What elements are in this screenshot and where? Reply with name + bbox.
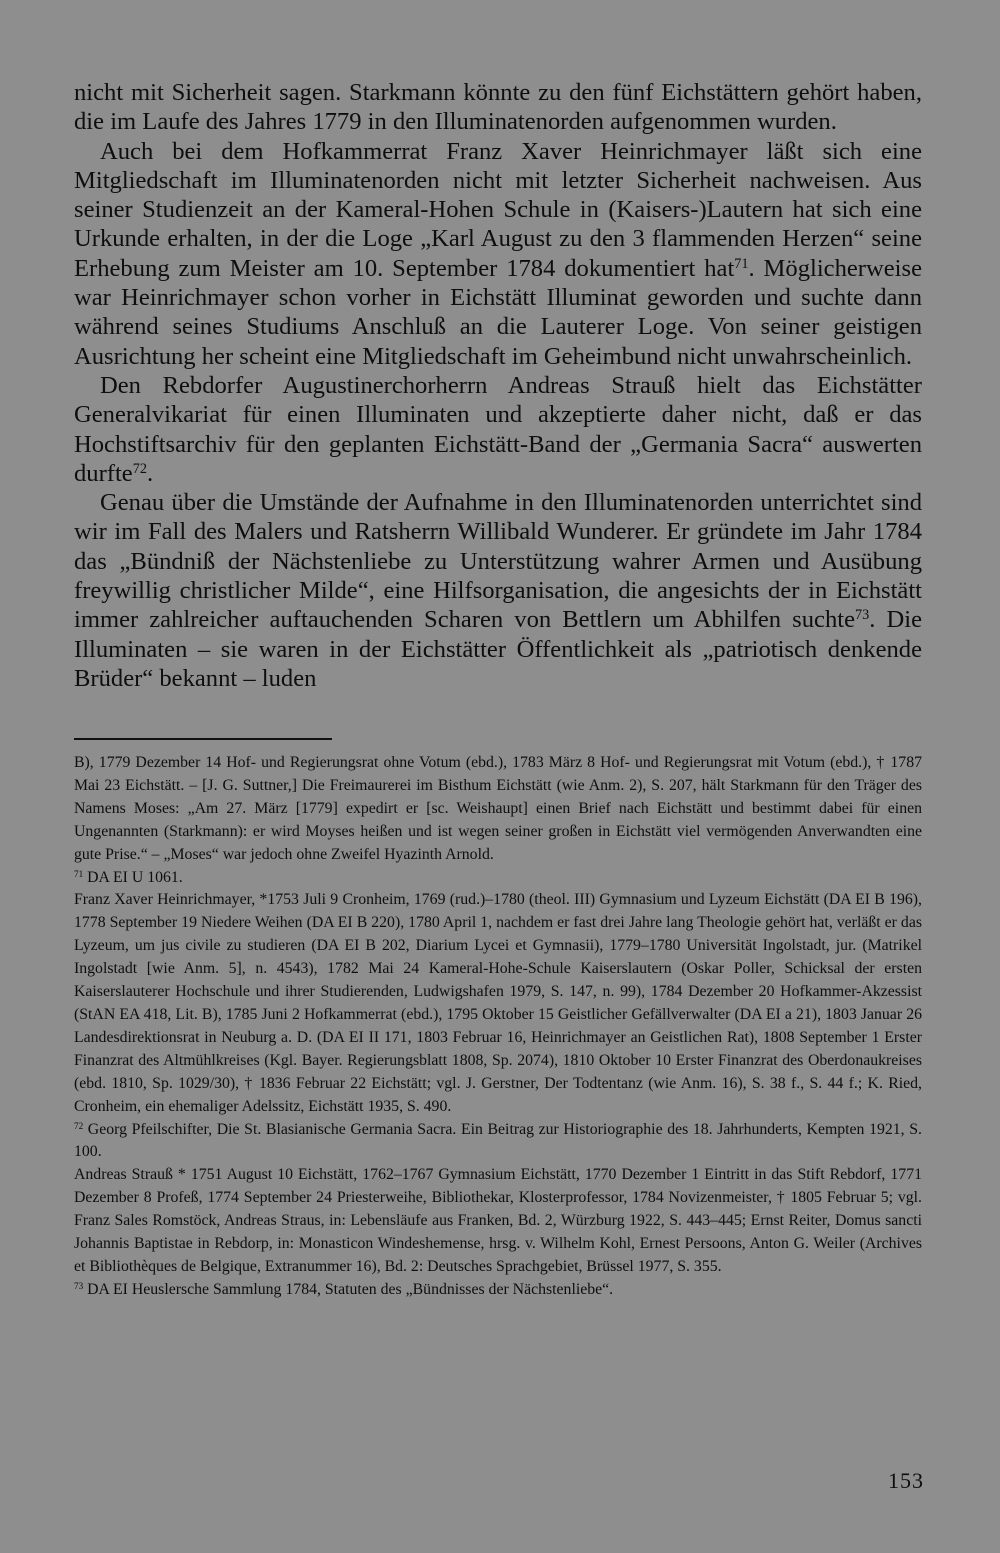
footnote-text: DA EI U 1061. <box>83 868 183 886</box>
footnote-ref: 71 <box>734 255 749 272</box>
paragraph-text: Genau über die Umstände der Aufnahme in den Illuminatenorden unterrichtet sind wir im Fall des Malers und Ratsherrn Willibald Wunderer. Er gründete im Jahr 1784 das „Bündniß der Nächstenliebe zu Unterstützung wahrer Armen und Ausübung freywillig christlicher Milde“, eine Hilfsorganisation, die angesichts der in Eichstätt immer zahlreicher auftauchenden Scharen von Bettlern um Abhilfen suchte <box>74 489 922 634</box>
footnote: Andreas Strauß * 1751 August 10 Eichstätt, 1762–1767 Gymnasium Eichstätt, 1770 Dezember 1 Eintritt in das Stift Rebdorf, 1771 Dezember 8 Profeß, 1774 September 24 Priesterweihe, Bibliothekar, Klosterprofessor, 1784 Novizenmeister, † 1805 Februar 5; vgl. Franz Sales Romstöck, Andreas Straus, in: Lebensläufe aus Franken, Bd. 2, Würzburg 1922, S. 443–445; Ernst Reiter, Domus sancti Johannis Baptistae in Rebdorp, in: Monasticon Windeshemense, hrsg. v. Wilhelm Kohl, Ernest Persoons, Anton G. Weiler (Archives et Bibliothèques de Belgique, Extranummer 16), Bd. 2: Deutsches Sprachgebiet, Brüssel 1977, S. 355. <box>74 1166 922 1275</box>
page-number: 153 <box>888 1468 924 1493</box>
footnote: B), 1779 Dezember 14 Hof- und Regierungsrat ohne Votum (ebd.), 1783 März 8 Hof- und Regierungsrat mit Votum (ebd.), † 1787 Mai 23 Eichstätt. – [J. G. Suttner,] Die Freimaurerei im Bisthum Eichstätt (wie Anm. 2), S. 207, hält Starkmann für den Träger des Namens Moses: „Am 27. März [1779] expedirt er [sc. Weishaupt] einen Brief nach Eichstätt und bestimmt dabei für einen Ungenannten (Starkmann): er wird Moyses heißen und ist wegen seiner großen in Eichstätt viel vermögenden Anverwandten eine gute Prise.“ – „Moses“ war jedoch ohne Zweifel Hyazinth Arnold. <box>74 754 922 863</box>
footnotes <box>74 752 922 1302</box>
paragraph <box>74 488 922 693</box>
paragraph-text: . <box>146 459 154 487</box>
footnote-mark: 71 <box>74 868 84 879</box>
footnote-divider <box>74 738 332 740</box>
footnote-mark: 73 <box>74 1280 84 1291</box>
paragraph-text: . Möglicherweise war Heinrichmayer schon vorher in Eichstätt Illuminat geworden und suchte dann während seines Studiums Anschluß an die Lauterer Loge. Von seiner geistigen Ausrichtung her scheint eine Mitgliedschaft im Geheimbund nicht unwahrscheinlich. <box>74 254 922 370</box>
footnote <box>74 1279 922 1302</box>
footnote-ref: 72 <box>132 461 147 478</box>
paragraph: nicht mit Sicherheit sagen. Starkmann könnte zu den fünf Eichstättern gehört haben, die im Laufe des Jahres 1779 in den Illuminatenorden aufgenommen wurden. <box>74 79 922 136</box>
paragraph-text: Auch bei dem Hofkammerrat Franz Xaver Heinrichmayer läßt sich eine Mitgliedschaft im Illuminatenorden nicht mit letzter Sicherheit nachweisen. Aus seiner Studienzeit an der Kameral-Hohen Schule in (Kaisers-)Lautern hat sich eine Urkunde erhalten, in der die Loge „Karl August zu den 3 flammenden Herzen“ seine Erhebung zum Meister am 10. September 1784 dokumentiert hat <box>74 137 922 282</box>
footnote: Franz Xaver Heinrichmayer, *1753 Juli 9 Cronheim, 1769 (rud.)–1780 (theol. III) Gymnasium und Lyzeum Eichstätt (DA EI B 196), 1778 September 19 Niedere Weihen (DA EI B 220), 1780 April 1, nachdem er fast drei Jahre lang Theologie gehört hat, verläßt er das Lyzeum, um jus civile zu studieren (DA EI B 202, Diarium Lycei et Gymnasii), 1779–1780 Universität Ingolstadt, jur. (Matrikel Ingolstadt [wie Anm. 5], n. 4543), 1782 Mai 24 Kameral-Hohe-Schule Kaiserslautern (Oskar Poller, Schicksal der ersten Kaiserslauterer Hochschule und ihrer Studierenden, Ludwigshafen 1979, S. 147, n. 99), 1784 Dezember 20 Hofkammer-Akzessist (StAN EA 418, Lit. B), 1785 Juni 2 Hofkammerrat (ebd.), 1795 Oktober 15 Geistlicher Gefällverwalter (DA EI a 21), 1803 Januar 26 Landesdirektionsrat in Neuburg a. D. (DA EI II 171, 1803 Februar 16, Heinrichmayer an Geistlichen Rat), 1808 September 1 Erster Finanzrat des Altmühlkreises (Kgl. Bayer. Regierungsblatt 1808, Sp. 2074), 1810 Oktober 10 Erster Finanzrat des Oberdonaukreises (ebd. 1810, Sp. 1029/30), † 1836 Februar 22 Eichstätt; vgl. J. Gerstner, Der Todtentanz (wie Anm. 16), S. 38 f., S. 44 f.; K. Ried, Cronheim, ein ehemaliger Adelssitz, Eichstätt 1935, S. 490. <box>74 891 922 1115</box>
footnote-ref: 73 <box>855 607 870 624</box>
paragraph <box>74 371 922 488</box>
paragraph-text: . Die Illuminaten – sie waren in der Eichstätter Öffentlichkeit als „patriotisch denkende Brüder“ bekannt – luden <box>74 606 922 692</box>
footnote <box>74 1119 922 1165</box>
paragraph-text: Den Rebdorfer Augustinerchorherrn Andreas Strauß hielt das Eichstätter Generalvikariat für einen Illuminaten und akzeptierte daher nicht, daß er das Hochstiftsarchiv für den geplanten Eichstätt-Band der „Germania Sacra“ auswerten durfte <box>74 371 922 487</box>
footnote-mark: 72 <box>74 1120 84 1131</box>
footnote-text: Georg Pfeilschifter, Die St. Blasianische Germania Sacra. Ein Beitrag zur Historiographie des 18. Jahrhunderts, Kempten 1921, S. 100. <box>74 1120 922 1161</box>
footnote <box>74 867 922 890</box>
main-text <box>74 78 922 693</box>
paragraph <box>74 137 922 371</box>
footnote-text: DA EI Heuslersche Sammlung 1784, Statuten des „Bündnisses der Nächstenliebe“. <box>83 1280 614 1298</box>
